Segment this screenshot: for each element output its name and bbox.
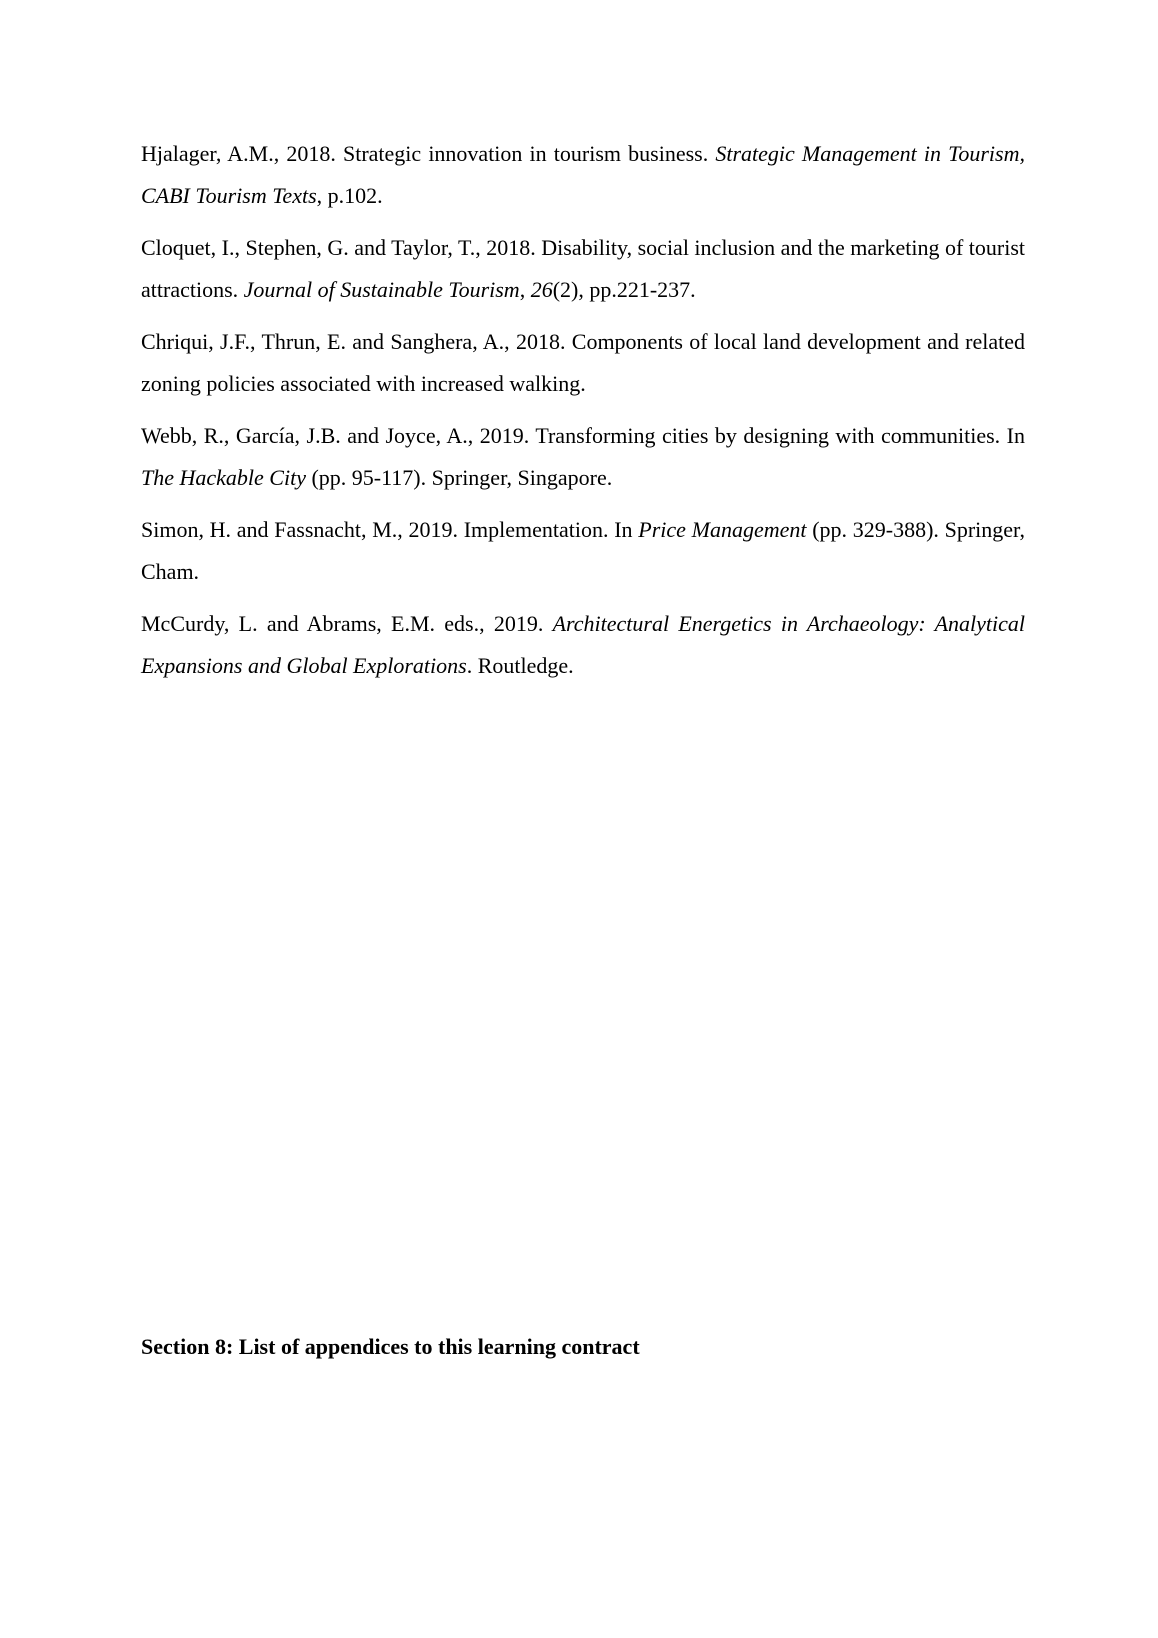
reference-volume: 26	[530, 276, 553, 302]
reference-text: Simon, H. and Fassnacht, M., 2019. Implementation. In	[141, 517, 639, 542]
reference-text: Cloquet, I., Stephen, G. and Taylor, T., 2018. Disability, social inclusion and the marketing of tourist attractions.	[141, 235, 1025, 302]
reference-entry	[141, 509, 1025, 592]
section-heading: Section 8: List of appendices to this learning contract	[141, 1334, 640, 1359]
reference-entry	[141, 321, 1025, 404]
reference-list	[141, 133, 1025, 697]
reference-source-title: The Hackable City	[141, 464, 306, 490]
reference-text: Webb, R., García, J.B. and Joyce, A., 2019. Transforming cities by designing with communities. In	[141, 423, 1025, 448]
reference-text: , p.102.	[316, 182, 383, 208]
reference-text: (2), pp.221-237.	[552, 276, 696, 302]
reference-text: ,	[519, 276, 531, 302]
reference-source-title: Price Management	[638, 517, 807, 542]
reference-text: Hjalager, A.M., 2018. Strategic innovation in tourism business.	[141, 141, 716, 166]
reference-text: (pp. 95-117). Springer, Singapore.	[305, 464, 613, 490]
reference-entry	[141, 133, 1025, 216]
reference-text: (pp. 329-388). Springer, Cham.	[141, 517, 1026, 584]
reference-entry	[141, 227, 1025, 310]
reference-entry	[141, 603, 1025, 686]
reference-source-title: Architectural Energetics in Archaeology: Analytical Expansions and Global Explorations	[141, 611, 1026, 678]
reference-text: . Routledge.	[466, 652, 574, 678]
reference-entry	[141, 415, 1025, 498]
reference-source-title: Journal of Sustainable Tourism	[243, 276, 520, 302]
reference-text: McCurdy, L. and Abrams, E.M. eds., 2019.	[141, 611, 553, 636]
reference-text: Chriqui, J.F., Thrun, E. and Sanghera, A., 2018. Components of local land development and related zoning policies associated with increased walking.	[141, 329, 1025, 396]
reference-source-title: Strategic Management in Tourism, CABI Tourism Texts	[141, 141, 1025, 208]
